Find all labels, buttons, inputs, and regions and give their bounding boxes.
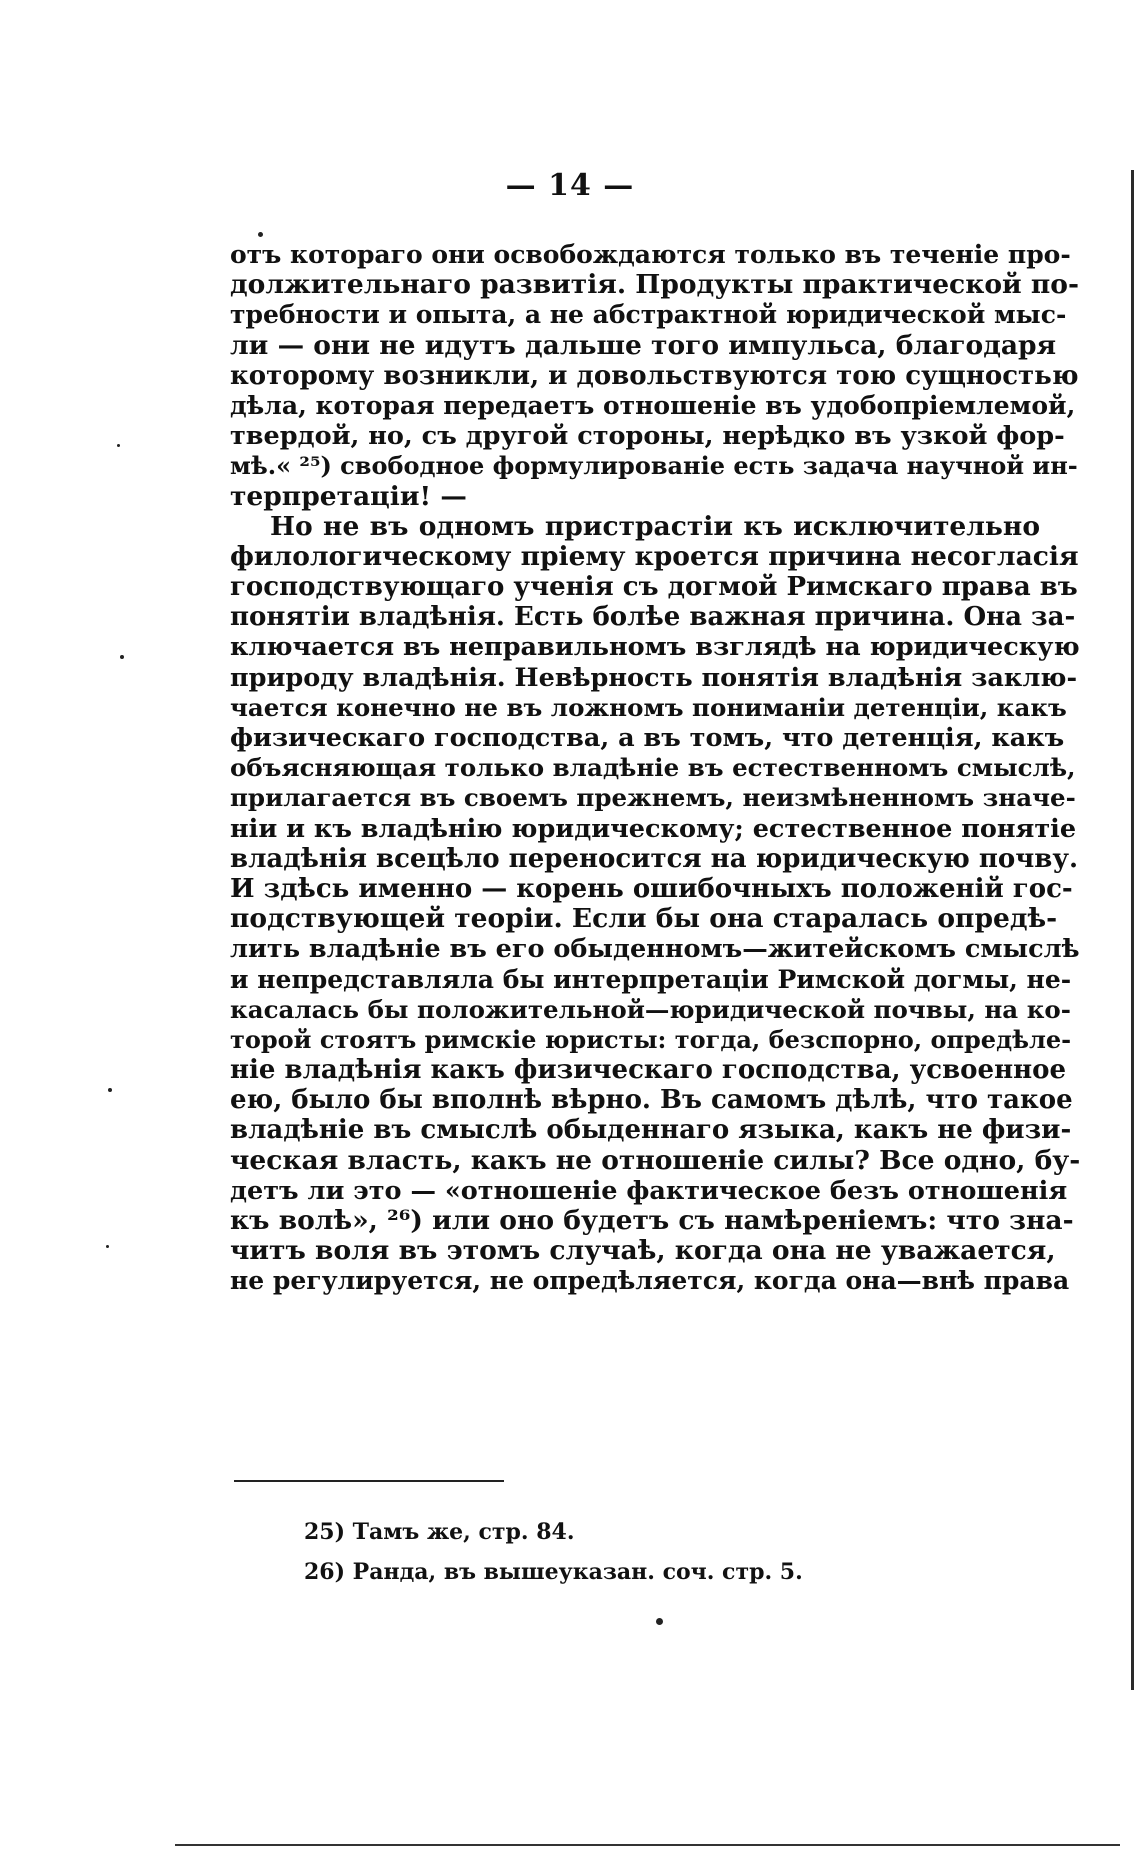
footnote: 26) Ранда, въ вышеуказан. соч. стр. 5. <box>304 1559 803 1585</box>
text-line: не регулируется, не опредѣляется, когда она—внѣ права <box>230 1266 1070 1296</box>
text-line: филологическому пріему кроется причина несогласія <box>230 540 1079 572</box>
print-speck <box>108 1088 112 1092</box>
text-line: подствующей теоріи. Если бы она старалась опредѣ- <box>230 903 1058 935</box>
text-line: и непредставляла бы интерпретаціи Римской догмы, не- <box>230 964 1072 994</box>
text-line: чается конечно не въ ложномъ пониманіи детенціи, какъ <box>230 692 1067 722</box>
text-line: торой стоятъ римскіе юристы: тогда, безспорно, опредѣле- <box>230 1024 1072 1054</box>
page-edge-shadow <box>1131 170 1134 1690</box>
text-line: детъ ли это — «отношеніе фактическое безъ отношенія <box>230 1175 1068 1206</box>
print-speck <box>120 655 124 659</box>
text-line: которому возникли, и довольствуются тою сущностью <box>230 360 1079 391</box>
footnote: 25) Тамъ же, стр. 84. <box>304 1519 575 1545</box>
text-line: И здѣсь именно — корень ошибочныхъ положеній гос- <box>230 873 1073 904</box>
print-speck <box>106 1245 109 1248</box>
text-line: твердой, но, съ другой стороны, нерѣдко въ узкой фор- <box>230 421 1065 452</box>
text-line: ли — они не идутъ дальше того импульса, благодаря <box>230 329 1057 361</box>
text-line: ею, было бы вполнѣ вѣрно. Въ самомъ дѣлѣ, что такое <box>230 1085 1073 1116</box>
text-line: ніи и къ владѣнію юридическому; естественное понятіе <box>230 813 1077 844</box>
text-line: терпретаціи! — <box>230 480 467 512</box>
text-line: лить владѣніе въ его обыденномъ—житейскомъ смыслѣ <box>230 934 1080 965</box>
text-line: мѣ.« ²⁵) свободное формулированіе есть задача научной ин- <box>230 451 1078 481</box>
footnote-separator <box>234 1480 504 1482</box>
text-line: требности и опыта, а не абстрактной юридической мыс- <box>230 300 1067 330</box>
text-line: читъ воля въ этомъ случаѣ, когда она не уважается, <box>230 1235 1056 1267</box>
paragraph-start-line: Но не въ одномъ пристрастіи къ исключительно <box>270 510 1040 542</box>
text-line: физическаго господства, а въ томъ, что детенція, какъ <box>230 723 1065 753</box>
text-line: объясняющая только владѣніе въ естественномъ смыслѣ, <box>230 753 1076 783</box>
text-line: господствующаго ученія съ догмой Римскаго права въ <box>230 572 1078 603</box>
page-number: — 14 — <box>505 168 635 203</box>
text-line: должительнаго развитія. Продукты практической по- <box>230 269 1079 301</box>
text-line: понятіи владѣнія. Есть болѣе важная причина. Она за- <box>230 602 1076 633</box>
text-line: прилагается въ своемъ прежнемъ, неизмѣненномъ значе- <box>230 783 1076 813</box>
text-line: отъ котораго они освобождаются только въ теченіе про- <box>230 240 1071 269</box>
print-speck <box>258 232 263 237</box>
text-line: къ волѣ», ²⁶) или оно будетъ съ намѣреніемъ: что зна- <box>230 1205 1074 1236</box>
text-line: ключается въ неправильномъ взглядѣ на юридическую <box>230 632 1080 663</box>
print-speck <box>117 444 120 447</box>
text-line: владѣніе въ смыслѣ обыденнаго языка, какъ не физи- <box>230 1115 1072 1146</box>
page-bottom-edge <box>175 1844 1120 1846</box>
text-line: дѣла, которая передаетъ отношеніе въ удобопріемлемой, <box>230 390 1076 420</box>
text-line: ческая власть, какъ не отношеніе силы? Все одно, бу- <box>230 1144 1081 1176</box>
body-text <box>230 240 1081 1297</box>
text-line: владѣнія всецѣло переносится на юридическую почву. <box>230 843 1079 874</box>
text-line: ніе владѣнія какъ физическаго господства, усвоенное <box>230 1055 1067 1086</box>
text-line: касалась бы положительной—юридической почвы, на ко- <box>230 994 1071 1024</box>
text-line: природу владѣнія. Невѣрность понятія владѣнія заклю- <box>230 662 1078 693</box>
print-speck <box>656 1618 663 1625</box>
footnotes <box>304 1512 803 1592</box>
